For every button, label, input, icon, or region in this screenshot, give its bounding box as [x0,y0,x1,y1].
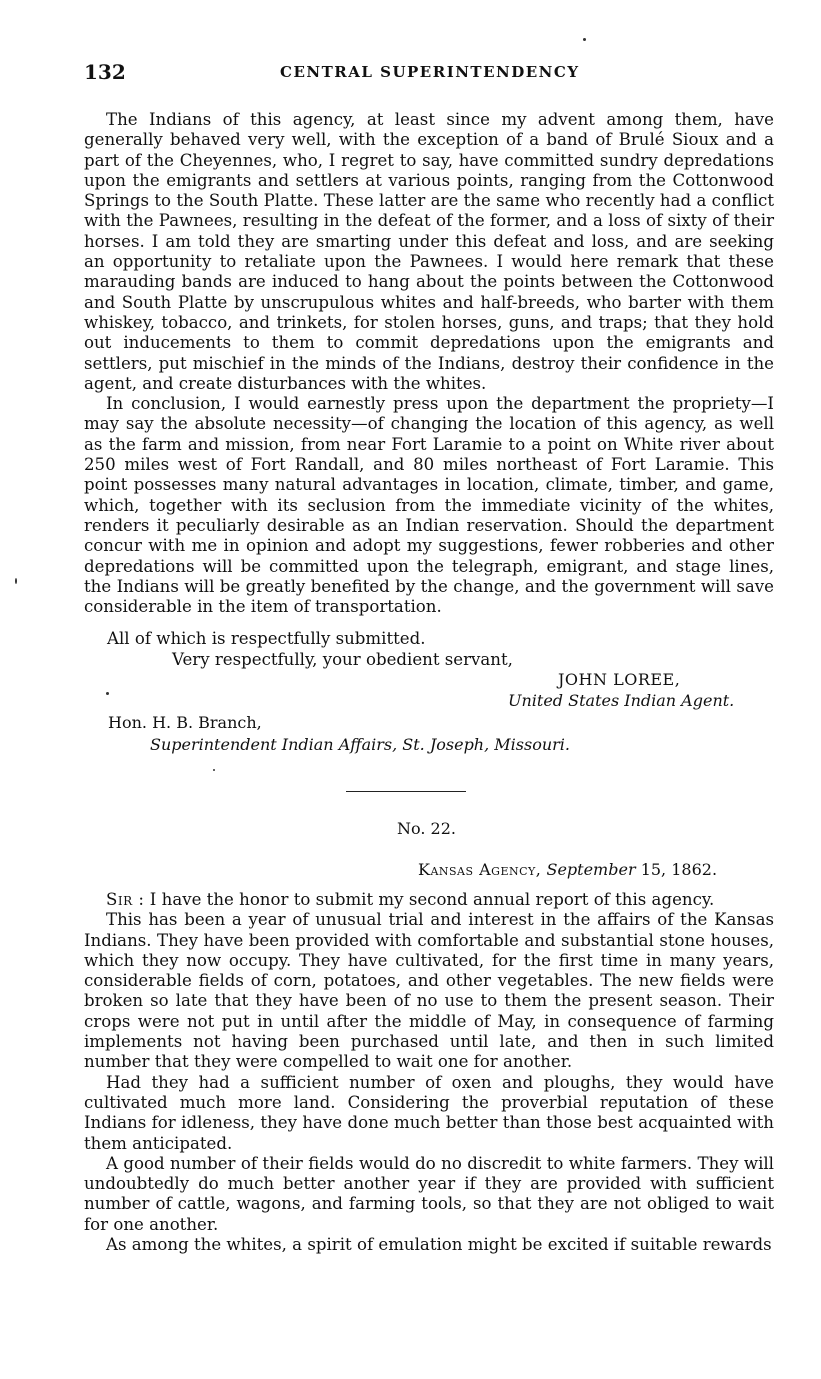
letter1-body [84,110,774,617]
page-header [84,60,774,90]
letter2-body [84,890,774,1255]
page-number: 132 [84,60,126,84]
letter1-paragraph-2: In conclusion, I would earnestly press upon the department the propriety—I may say the absolute necessity—of changing the location of this agency, as well as the farm and mission, from near Fort Laramie to a point on White river about 250 miles west of Fort Randall, and 80 miles northeast of Fort Laramie. This point possesses many natural advantages in location, climate, timber, and game, which, together with its seclusion from the immediate vicinity of the whites, renders it peculiarly desirable as an Indian reservation. Should the department concur with me in opinion and adopt my suggestions, fewer robberies and other depredations will be committed upon the telegraph, emigrant, and stage lines, the Indians will be greatly benefited by the change, and the government will save considerable in the item of transportation. [84,394,774,617]
letter2-paragraph-1 [84,890,774,910]
letter2-paragraph-1-text: I have the honor to submit my second annual report of this agency. [149,890,715,909]
letter1-complimentary-close: Very respectfully, your obedient servant, [172,650,513,669]
dateline-month: September [546,860,636,879]
salutation: Sir : [106,890,145,909]
addressee-text: Hon. H. B. Branch, [108,713,262,732]
signature-title: United States Indian Agent. [508,691,735,710]
letter2-paragraph-5: As among the whites, a spirit of emulation might be excited if suitable rewards [106,1235,772,1255]
letter1-paragraph-1: The Indians of this agency, at least since my advent among them, have generally behaved very well, with the exception of a band of Brulé Sioux and a part of the Cheyennes, who, I regret to say, have committed sundry depredations upon the emigrants and settlers at various points, ranging from the Cottonwood Springs to the South Platte. These latter are the same who recently had a conflict with the Pawnees, resulting in the defeat of the former, and a loss of sixty of their horses. I am told they are smarting under this defeat and loss, and are seeking an opportunity to retaliate upon the Pawnees. I would here remark that these marauding bands are induced to hang about the points between the Cottonwood and South Platte by unscrupulous whites and half-breeds, who barter with them whiskey, tobacco, and trinkets, for stolen horses, guns, and traps; that they hold out inducements to them to commit depredations upon the emigrants and settlers, put mischief in the minds of the Indians, destroy their confidence in the agent, and create disturbances with the whites. [84,110,774,393]
print-speck [106,692,109,695]
letter2-paragraph-3: Had they had a sufficient number of oxen and ploughs, they would have cultivated much more land. Considering the proverbial reputation of these Indians for idleness, they have done much better than those best acquainted with them anticipated. [84,1072,774,1153]
signature-name: JOHN LOREE, [558,670,681,689]
letter2-paragraph-4: A good number of their fields would do no discredit to white farmers. They will undoubtedly do much better another year if they are provided with sufficient number of cattle, wagons, and farming tools, so that they are not obliged to wait for one another. [84,1153,774,1234]
addressee-title: Superintendent Indian Affairs, St. Joseph, Missouri. [150,735,570,754]
section-divider [346,791,466,792]
dateline [418,860,717,879]
print-speck [15,578,17,584]
print-speck [213,769,215,771]
letter1-closing: All of which is respectfully submitted. [107,629,426,648]
dateline-place: Kansas Agency, [418,860,542,879]
addressee-name [108,713,262,732]
dateline-rest: 15, 1862. [640,860,718,879]
document-number: No. 22. [397,819,456,838]
running-head: CENTRAL SUPERINTENDENCY [280,63,580,81]
print-speck [583,38,586,41]
letter2-paragraph-2: This has been a year of unusual trial and interest in the affairs of the Kansas Indians. They have been provided with comfortable and substantial stone houses, which they now occupy. They have cultivated, for the first time in many years, considerable fields of corn, potatoes, and other vegetables. The new fields were broken so late that they have been of no use to them the present season. Their crops were not put in until after the middle of May, in consequence of farming implements not having been purchased until late, and then in such limited number that they were compelled to wait one for another. [84,910,774,1072]
